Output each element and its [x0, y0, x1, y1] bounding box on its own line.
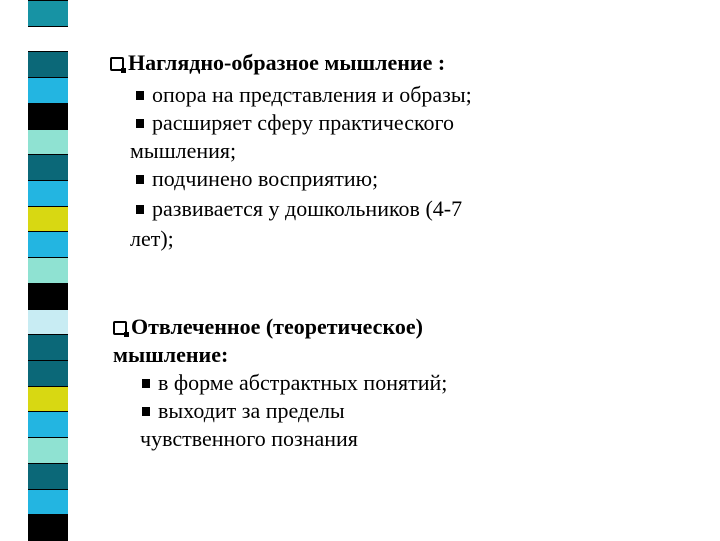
- checkbox-square-icon: [110, 57, 124, 71]
- section2-bullet-text: чувственного познания: [140, 426, 358, 451]
- section1-bullet: [136, 110, 454, 136]
- bullet-square-icon: [136, 175, 144, 184]
- section2-bullet-text: в форме абстрактных понятий;: [158, 370, 448, 395]
- section1-bullet-text: опора на представления и образы;: [152, 82, 472, 107]
- section1-bullet-continuation: [130, 138, 236, 164]
- checkbox-square-icon: [113, 321, 127, 335]
- section1-heading-text: Наглядно-образное мышление :: [128, 50, 446, 75]
- section1-bullet-continuation: [130, 226, 174, 252]
- bullet-square-icon: [142, 379, 150, 388]
- section2-bullet-continuation: [140, 426, 358, 452]
- section2-heading: [113, 314, 423, 340]
- section1-bullet-text: развивается у дошкольников (4-7: [152, 196, 463, 221]
- section1-bullet: [136, 82, 472, 108]
- section2-heading-text: мышление:: [113, 342, 229, 367]
- section1-heading: [110, 50, 445, 76]
- bullet-square-icon: [142, 407, 150, 416]
- section2-bullet: [142, 370, 447, 396]
- section1-bullet: [136, 166, 378, 192]
- section1-bullet-text: расширяет сферу практического: [152, 110, 455, 135]
- bullet-square-icon: [136, 119, 144, 128]
- section2-bullet: [142, 398, 345, 424]
- section2-bullet-text: выходит за пределы: [158, 398, 345, 423]
- bullet-square-icon: [136, 91, 144, 100]
- section2-heading-continuation: [113, 342, 228, 368]
- section1-bullet: [136, 196, 462, 222]
- section1-bullet-text: лет);: [130, 226, 174, 251]
- section2-heading-text: Отвлеченное (теоретическое): [131, 314, 423, 339]
- section1-bullet-text: мышления;: [130, 138, 237, 163]
- section1-bullet-text: подчинено восприятию;: [152, 166, 379, 191]
- bullet-square-icon: [136, 205, 144, 214]
